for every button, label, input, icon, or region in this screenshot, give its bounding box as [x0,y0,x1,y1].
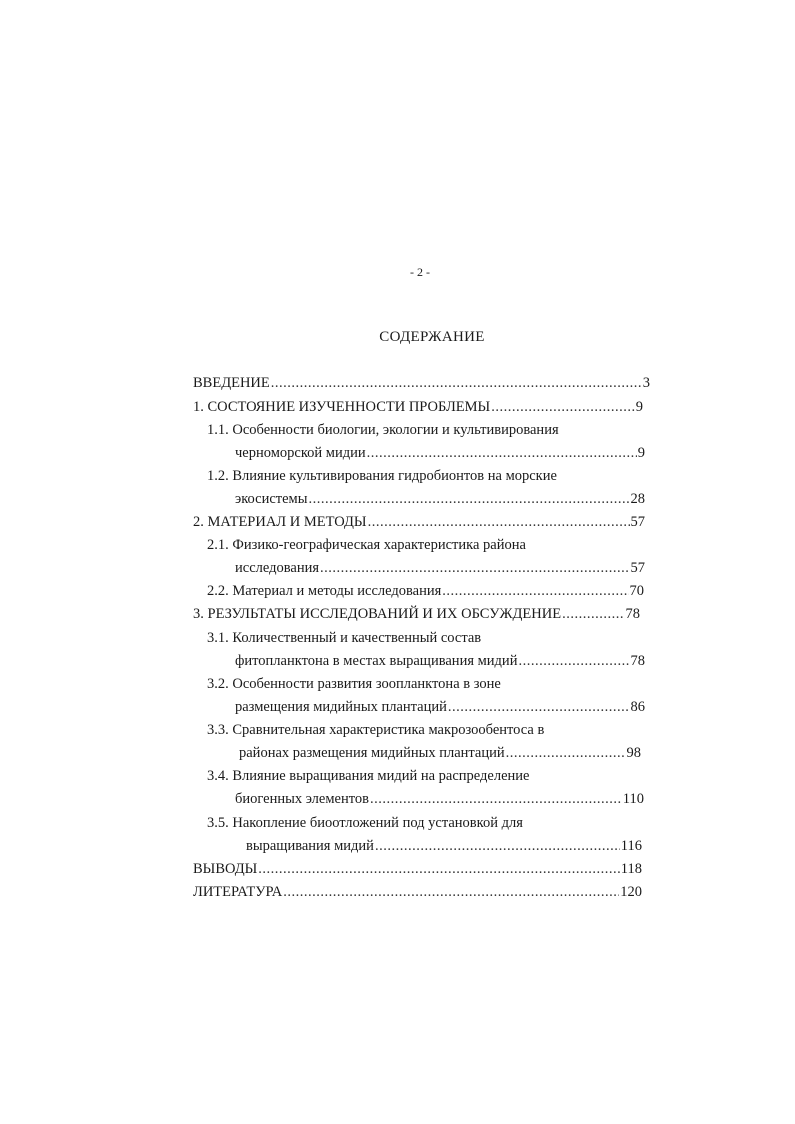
toc-entry-2-1-line1: 2.1. Физико-географическая характеристика района [207,537,526,553]
toc-entry-page: 118 [620,861,642,877]
toc-entry-1-1-line1: 1.1. Особенности биологии, экологии и культивирования [207,422,559,438]
toc-entry-label: выращивания мидий [246,838,374,854]
toc-entry-label: фитопланктона в местах выращивания мидий [235,653,518,669]
toc-entry-2-1 [235,560,645,580]
toc-entry-label: биогенных элементов [235,791,369,807]
toc-entry-page: 116 [620,838,642,854]
leader-dots [271,375,642,392]
leader-dots [368,514,630,531]
toc-entry-page: 57 [630,560,645,576]
leader-dots [442,583,628,600]
toc-entry-page: 70 [629,583,644,599]
toc-entry-2-2 [207,583,644,603]
toc-entry-3-5 [246,838,642,858]
toc-entry-1-2 [235,491,645,511]
toc-entry-chapter-1 [193,399,643,419]
toc-entry-3-5-line1: 3.5. Накопление биоотложений под установкой для [207,815,523,831]
toc-entry-3-1-line1: 3.1. Количественный и качественный состав [207,630,482,646]
toc-entry-3-2-line1: 3.2. Особенности развития зоопланктона в зоне [207,676,501,692]
toc-entry-chapter-2 [193,514,645,534]
leader-dots [370,791,622,808]
toc-entry-page: 28 [630,491,645,507]
toc-entry-page: 3 [642,375,650,391]
toc-entry-page: 9 [635,399,643,415]
toc-entry-page: 120 [620,884,642,900]
toc-title: СОДЕРЖАНИЕ [379,329,485,345]
toc-entry-3-4-line1: 3.4. Влияние выращивания мидий на распределение [207,768,530,784]
toc-entry-page: 86 [630,699,645,715]
toc-entry-page: 78 [630,653,645,669]
toc-entry-label: ВВЕДЕНИЕ [193,375,270,391]
toc-entry-label: размещения мидийных плантаций [235,699,447,715]
toc-entry-page: 57 [630,514,645,530]
toc-entry-3-4 [235,791,644,811]
leader-dots [448,699,630,716]
toc-entry-page: 9 [637,445,645,461]
toc-entry-1-2-line1: 1.2. Влияние культивирования гидробионтов на морские [207,468,557,484]
toc-entry-label: районах размещения мидийных плантаций [239,745,505,761]
toc-entry-3-1 [235,653,645,673]
leader-dots [518,653,629,670]
leader-dots [258,861,620,878]
toc-entry-label: ВЫВОДЫ [193,861,258,877]
leader-dots [308,491,629,508]
leader-dots [283,884,619,901]
toc-entry-label: черноморской мидии [235,445,366,461]
leader-dots [506,745,626,762]
toc-entry-label: исследования [235,560,320,576]
toc-entry-3-2 [235,699,645,719]
leader-dots [375,838,620,855]
toc-entry-label: 3. РЕЗУЛЬТАТЫ ИССЛЕДОВАНИЙ И ИХ ОБСУЖДЕНИЕ [193,606,562,622]
toc-entry-label: 2.2. Материал и методы исследования [207,583,442,599]
toc-entry-label: ЛИТЕРАТУРА [193,884,283,900]
leader-dots [491,399,635,416]
toc-entry-3-3-line1: 3.3. Сравнительная характеристика макрозообентоса в [207,722,545,738]
toc-entry-intro [193,375,650,395]
leader-dots [367,445,637,462]
toc-entry-page: 78 [625,606,640,622]
toc-entry-label: 2. МАТЕРИАЛ И МЕТОДЫ [193,514,367,530]
toc-entry-label: 1. СОСТОЯНИЕ ИЗУЧЕННОСТИ ПРОБЛЕМЫ [193,399,491,415]
toc-entry-literature [193,884,642,904]
page-number: - 2 - [410,265,430,279]
toc-entry-chapter-3 [193,606,640,626]
toc-entry-page: 110 [622,791,644,807]
toc-entry-1-1 [235,445,645,465]
toc-entry-label: экосистемы [235,491,308,507]
toc-entry-page: 98 [626,745,641,761]
leader-dots [562,606,624,623]
leader-dots [320,560,629,577]
toc-entry-conclusions [193,861,642,881]
toc-entry-3-3 [239,745,641,765]
